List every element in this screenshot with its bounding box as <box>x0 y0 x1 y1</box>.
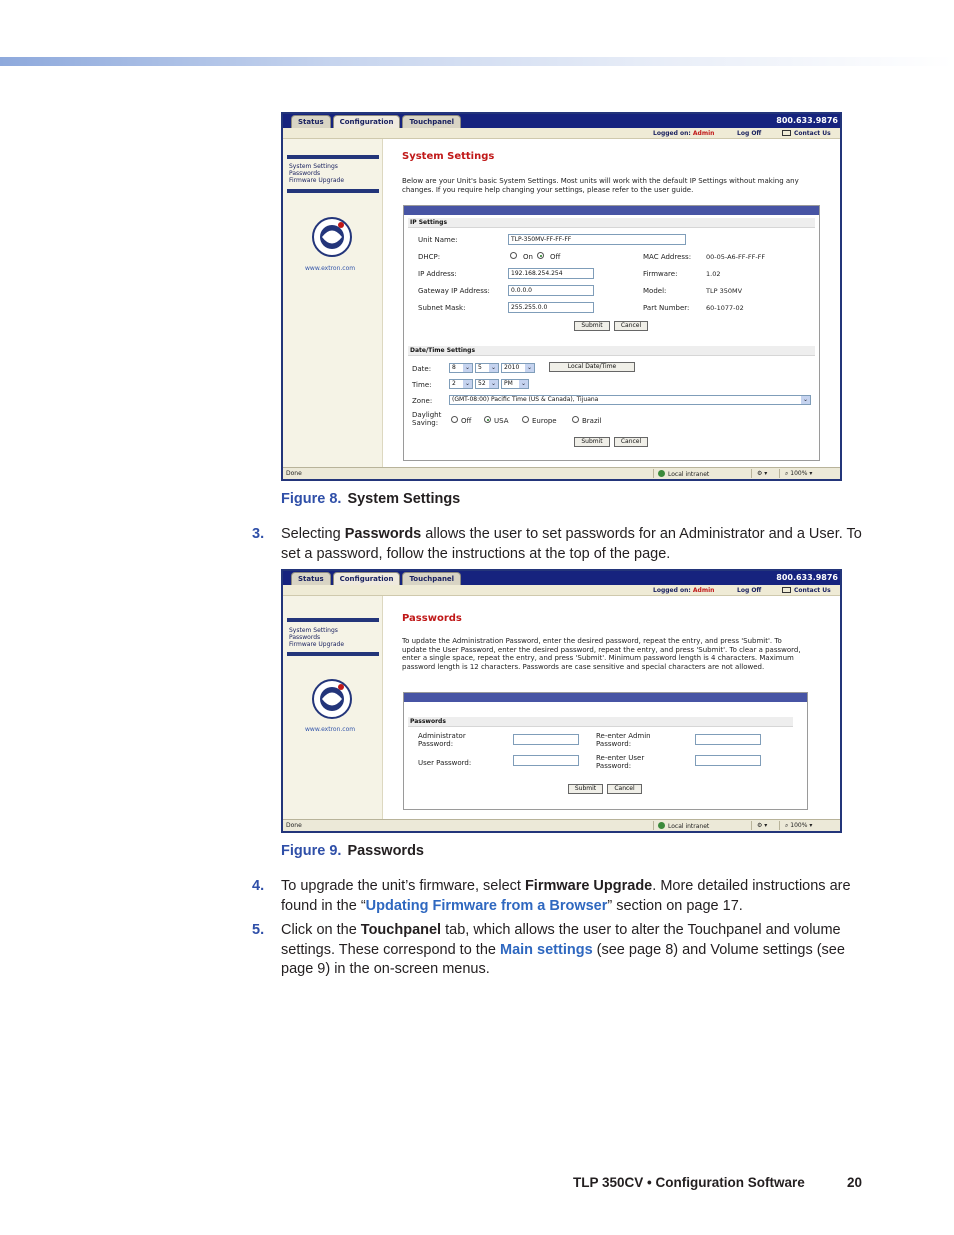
local-datetime-button[interactable]: Local Date/Time <box>549 362 635 372</box>
ip-address-input[interactable]: 192.168.254.254 <box>508 268 594 279</box>
sidebar-item-passwords[interactable]: Passwords <box>289 170 321 177</box>
logged-on-user: Admin <box>692 130 715 137</box>
unit-name-input[interactable]: TLP-350MV-FF-FF-FF <box>508 234 686 245</box>
dt-cancel-button[interactable]: Cancel <box>614 437 648 447</box>
main-settings-link[interactable]: Main settings <box>499 941 593 958</box>
panel-header <box>404 693 807 702</box>
datetime-section: Date/Time Settings <box>408 346 815 356</box>
chevron-down-icon: ⌄ <box>526 364 533 371</box>
page-title: Passwords <box>402 613 462 624</box>
sidebar-rule-bottom <box>287 189 379 193</box>
dst-usa-label: USA <box>494 417 509 425</box>
page-title: System Settings <box>402 151 495 162</box>
globe-icon <box>658 470 665 477</box>
status-divider <box>653 469 654 478</box>
reenter-admin-input[interactable] <box>695 734 761 745</box>
admin-password-input[interactable] <box>513 734 579 745</box>
password-submit-button[interactable]: Submit <box>568 784 603 794</box>
phone-number: 800.633.9876 <box>776 116 838 125</box>
tab-touchpanel[interactable]: Touchpanel <box>402 115 461 128</box>
reenter-user-label: Re-enter User Password: <box>596 754 645 770</box>
sidebar-rule-top <box>287 618 379 622</box>
dhcp-off-radio[interactable] <box>537 252 544 259</box>
status-text: Done <box>286 822 302 829</box>
part-number-label: Part Number: <box>643 304 690 312</box>
tab-configuration[interactable]: Configuration <box>333 115 401 128</box>
chevron-down-icon: ⌄ <box>520 380 527 387</box>
globe-icon <box>658 822 665 829</box>
protected-mode-icon[interactable]: ⚙ ▾ <box>757 822 768 829</box>
page-number: 20 <box>847 1175 863 1190</box>
zone-label: Zone: <box>412 397 433 405</box>
phone-number: 800.633.9876 <box>776 573 838 582</box>
dst-usa-radio[interactable] <box>484 416 491 423</box>
model-value: TLP 350MV <box>706 287 743 295</box>
date-month-select[interactable]: 8 ⌄ <box>449 363 473 373</box>
chevron-down-icon: ⌄ <box>464 380 471 387</box>
chevron-down-icon: ⌄ <box>464 364 471 371</box>
dst-brazil-radio[interactable] <box>572 416 579 423</box>
sidebar-item-firmware-upgrade[interactable]: Firmware Upgrade <box>289 177 345 184</box>
time-ampm-select[interactable]: PM ⌄ <box>501 379 529 389</box>
sidebar-item-firmware-upgrade[interactable]: Firmware Upgrade <box>289 641 345 648</box>
passwords-screenshot <box>281 569 842 833</box>
figure-9-caption: Figure 9. Passwords <box>281 843 425 859</box>
sidebar-item-system-settings[interactable]: System Settings <box>289 163 338 170</box>
step-4: 4. To upgrade the unit’s firmware, select Firmware Upgrade. More detailed instructions are found in the “Updating Firmware from a Browser” section on page 17. <box>252 878 851 914</box>
logged-on: Logged on: Admin <box>653 130 715 137</box>
sidebar-item-passwords[interactable]: Passwords <box>289 634 321 641</box>
dst-europe-radio[interactable] <box>522 416 529 423</box>
gateway-input[interactable]: 0.0.0.0 <box>508 285 594 296</box>
daylight-label: Daylight Saving: <box>412 411 442 427</box>
ip-settings-section: IP Settings <box>408 218 815 228</box>
date-label: Date: <box>412 365 432 373</box>
user-password-input[interactable] <box>513 755 579 766</box>
passwords-section: Passwords <box>408 717 793 727</box>
user-password-label: User Password: <box>418 759 472 767</box>
mac-address-value: 00-05-A6-FF-FF-FF <box>706 253 766 261</box>
log-off-link[interactable]: Log Off <box>737 587 762 594</box>
footer-title: TLP 350CV • Configuration Software <box>573 1175 805 1190</box>
sidebar-rule-bottom <box>287 652 379 656</box>
sidebar <box>283 596 383 819</box>
dst-off-radio[interactable] <box>451 416 458 423</box>
zoom-control[interactable]: ⌕ 100% ▾ <box>785 470 813 477</box>
passwords-panel <box>403 692 808 810</box>
status-zone: Local intranet <box>658 822 709 830</box>
unit-name-label: Unit Name: <box>418 236 458 244</box>
dhcp-on-radio[interactable] <box>510 252 517 259</box>
ip-address-label: IP Address: <box>418 270 457 278</box>
sidebar <box>283 139 383 467</box>
model-label: Model: <box>643 287 667 295</box>
firmware-label: Firmware: <box>643 270 678 278</box>
system-settings-screenshot <box>281 112 842 481</box>
logged-on-user: Admin <box>692 587 715 594</box>
user-bar <box>283 128 840 139</box>
password-cancel-button[interactable]: Cancel <box>607 784 642 794</box>
settings-panel <box>403 205 820 461</box>
time-hour-select[interactable]: 2 ⌄ <box>449 379 473 389</box>
figure-8-caption: Figure 8. System Settings <box>281 491 461 507</box>
chevron-down-icon: ⌄ <box>490 380 497 387</box>
panel-header <box>404 206 819 215</box>
step-5: 5. Click on the Touchpanel tab, which allows the user to alter the Touchpanel and volume settings. These correspond to the Main settings (see page 8) and Volume settings (see page 9) in the on-screen menus. <box>252 922 845 977</box>
zoom-control[interactable]: ⌕ 100% ▾ <box>785 822 813 829</box>
subnet-mask-label: Subnet Mask: <box>418 304 466 312</box>
date-day-select[interactable]: 5 ⌄ <box>475 363 499 373</box>
user-bar <box>283 585 840 596</box>
ip-submit-button[interactable]: Submit <box>574 321 610 331</box>
status-divider <box>751 469 752 478</box>
protected-mode-icon[interactable]: ⚙ ▾ <box>757 470 768 477</box>
tab-bar <box>283 571 840 585</box>
envelope-icon <box>782 587 791 593</box>
dst-brazil-label: Brazil <box>582 417 602 425</box>
page-intro: Below are your Unit's basic System Settings. Most units will work with the default IP Settings without making any changes. If you require help changing your settings, please refer to the user guide. <box>402 177 799 194</box>
header-gradient-bar <box>0 57 954 66</box>
main-content <box>383 139 840 467</box>
updating-firmware-link[interactable]: Updating Firmware from a Browser <box>365 897 608 914</box>
extron-logo-icon <box>307 212 357 262</box>
firmware-value: 1.02 <box>706 270 721 278</box>
envelope-icon <box>782 130 791 136</box>
sidebar-rule-top <box>287 155 379 159</box>
logged-on: Logged on: Admin <box>653 587 715 594</box>
tab-touchpanel[interactable]: Touchpanel <box>402 572 461 585</box>
logo-url-link[interactable]: www.extron.com <box>305 265 356 272</box>
date-year-select[interactable]: 2010 ⌄ <box>501 363 535 373</box>
reenter-user-input[interactable] <box>695 755 761 766</box>
status-text: Done <box>286 470 302 477</box>
status-divider <box>779 469 780 478</box>
gateway-label: Gateway IP Address: <box>418 287 490 295</box>
logo-url-link[interactable]: www.extron.com <box>305 726 356 733</box>
dst-off-label: Off <box>461 417 472 425</box>
chevron-down-icon: ⌄ <box>802 396 809 403</box>
dhcp-on-label: On <box>523 253 533 261</box>
status-divider <box>779 821 780 830</box>
dst-europe-label: Europe <box>532 417 557 425</box>
extron-logo-icon <box>307 674 357 724</box>
contact-us-link[interactable]: Contact Us <box>782 130 831 137</box>
part-number-value: 60-1077-02 <box>706 304 744 312</box>
chevron-down-icon: ⌄ <box>490 364 497 371</box>
subnet-mask-input[interactable]: 255.255.0.0 <box>508 302 594 313</box>
tab-bar <box>283 114 840 128</box>
main-content <box>383 596 840 819</box>
log-off-link[interactable]: Log Off <box>737 130 762 137</box>
status-zone: Local intranet <box>658 470 709 478</box>
sidebar-item-system-settings[interactable]: System Settings <box>289 627 338 634</box>
tab-status[interactable]: Status <box>291 572 331 585</box>
reenter-admin-label: Re-enter Admin Password: <box>596 732 651 748</box>
dhcp-off-label: Off <box>550 253 561 261</box>
contact-us-link[interactable]: Contact Us <box>782 587 831 594</box>
tab-configuration[interactable]: Configuration <box>333 572 401 585</box>
time-label: Time: <box>412 381 432 389</box>
status-divider <box>653 821 654 830</box>
status-divider <box>751 821 752 830</box>
mac-address-label: MAC Address: <box>643 253 692 261</box>
status-bar <box>283 467 840 479</box>
zone-select[interactable]: (GMT-08:00) Pacific Time (US & Canada), Tijuana ⌄ <box>449 395 811 405</box>
admin-password-label: Administrator Password: <box>418 732 466 748</box>
dhcp-label: DHCP: <box>418 253 441 261</box>
page-intro: To update the Administration Password, enter the desired password, repeat the entry, and press 'Submit'. To update the User Password, enter the desired password, repeat the entry, and press 'Submit'. To clear a password, enter a single space, repeat the entry, and press 'Submit'. Minimum password length is 4 characters. Maximum password length is 12 characters. Passwords are case sensitive and special characters are not allowed. <box>402 637 801 671</box>
time-minute-select[interactable]: 52 ⌄ <box>475 379 499 389</box>
dt-submit-button[interactable]: Submit <box>574 437 610 447</box>
ip-cancel-button[interactable]: Cancel <box>614 321 648 331</box>
step-3: 3. Selecting Passwords allows the user to set passwords for an Administrator and a User. To set a password, follow the instructions at the top of the page. <box>252 526 862 562</box>
status-bar <box>283 819 840 831</box>
tab-status[interactable]: Status <box>291 115 331 128</box>
